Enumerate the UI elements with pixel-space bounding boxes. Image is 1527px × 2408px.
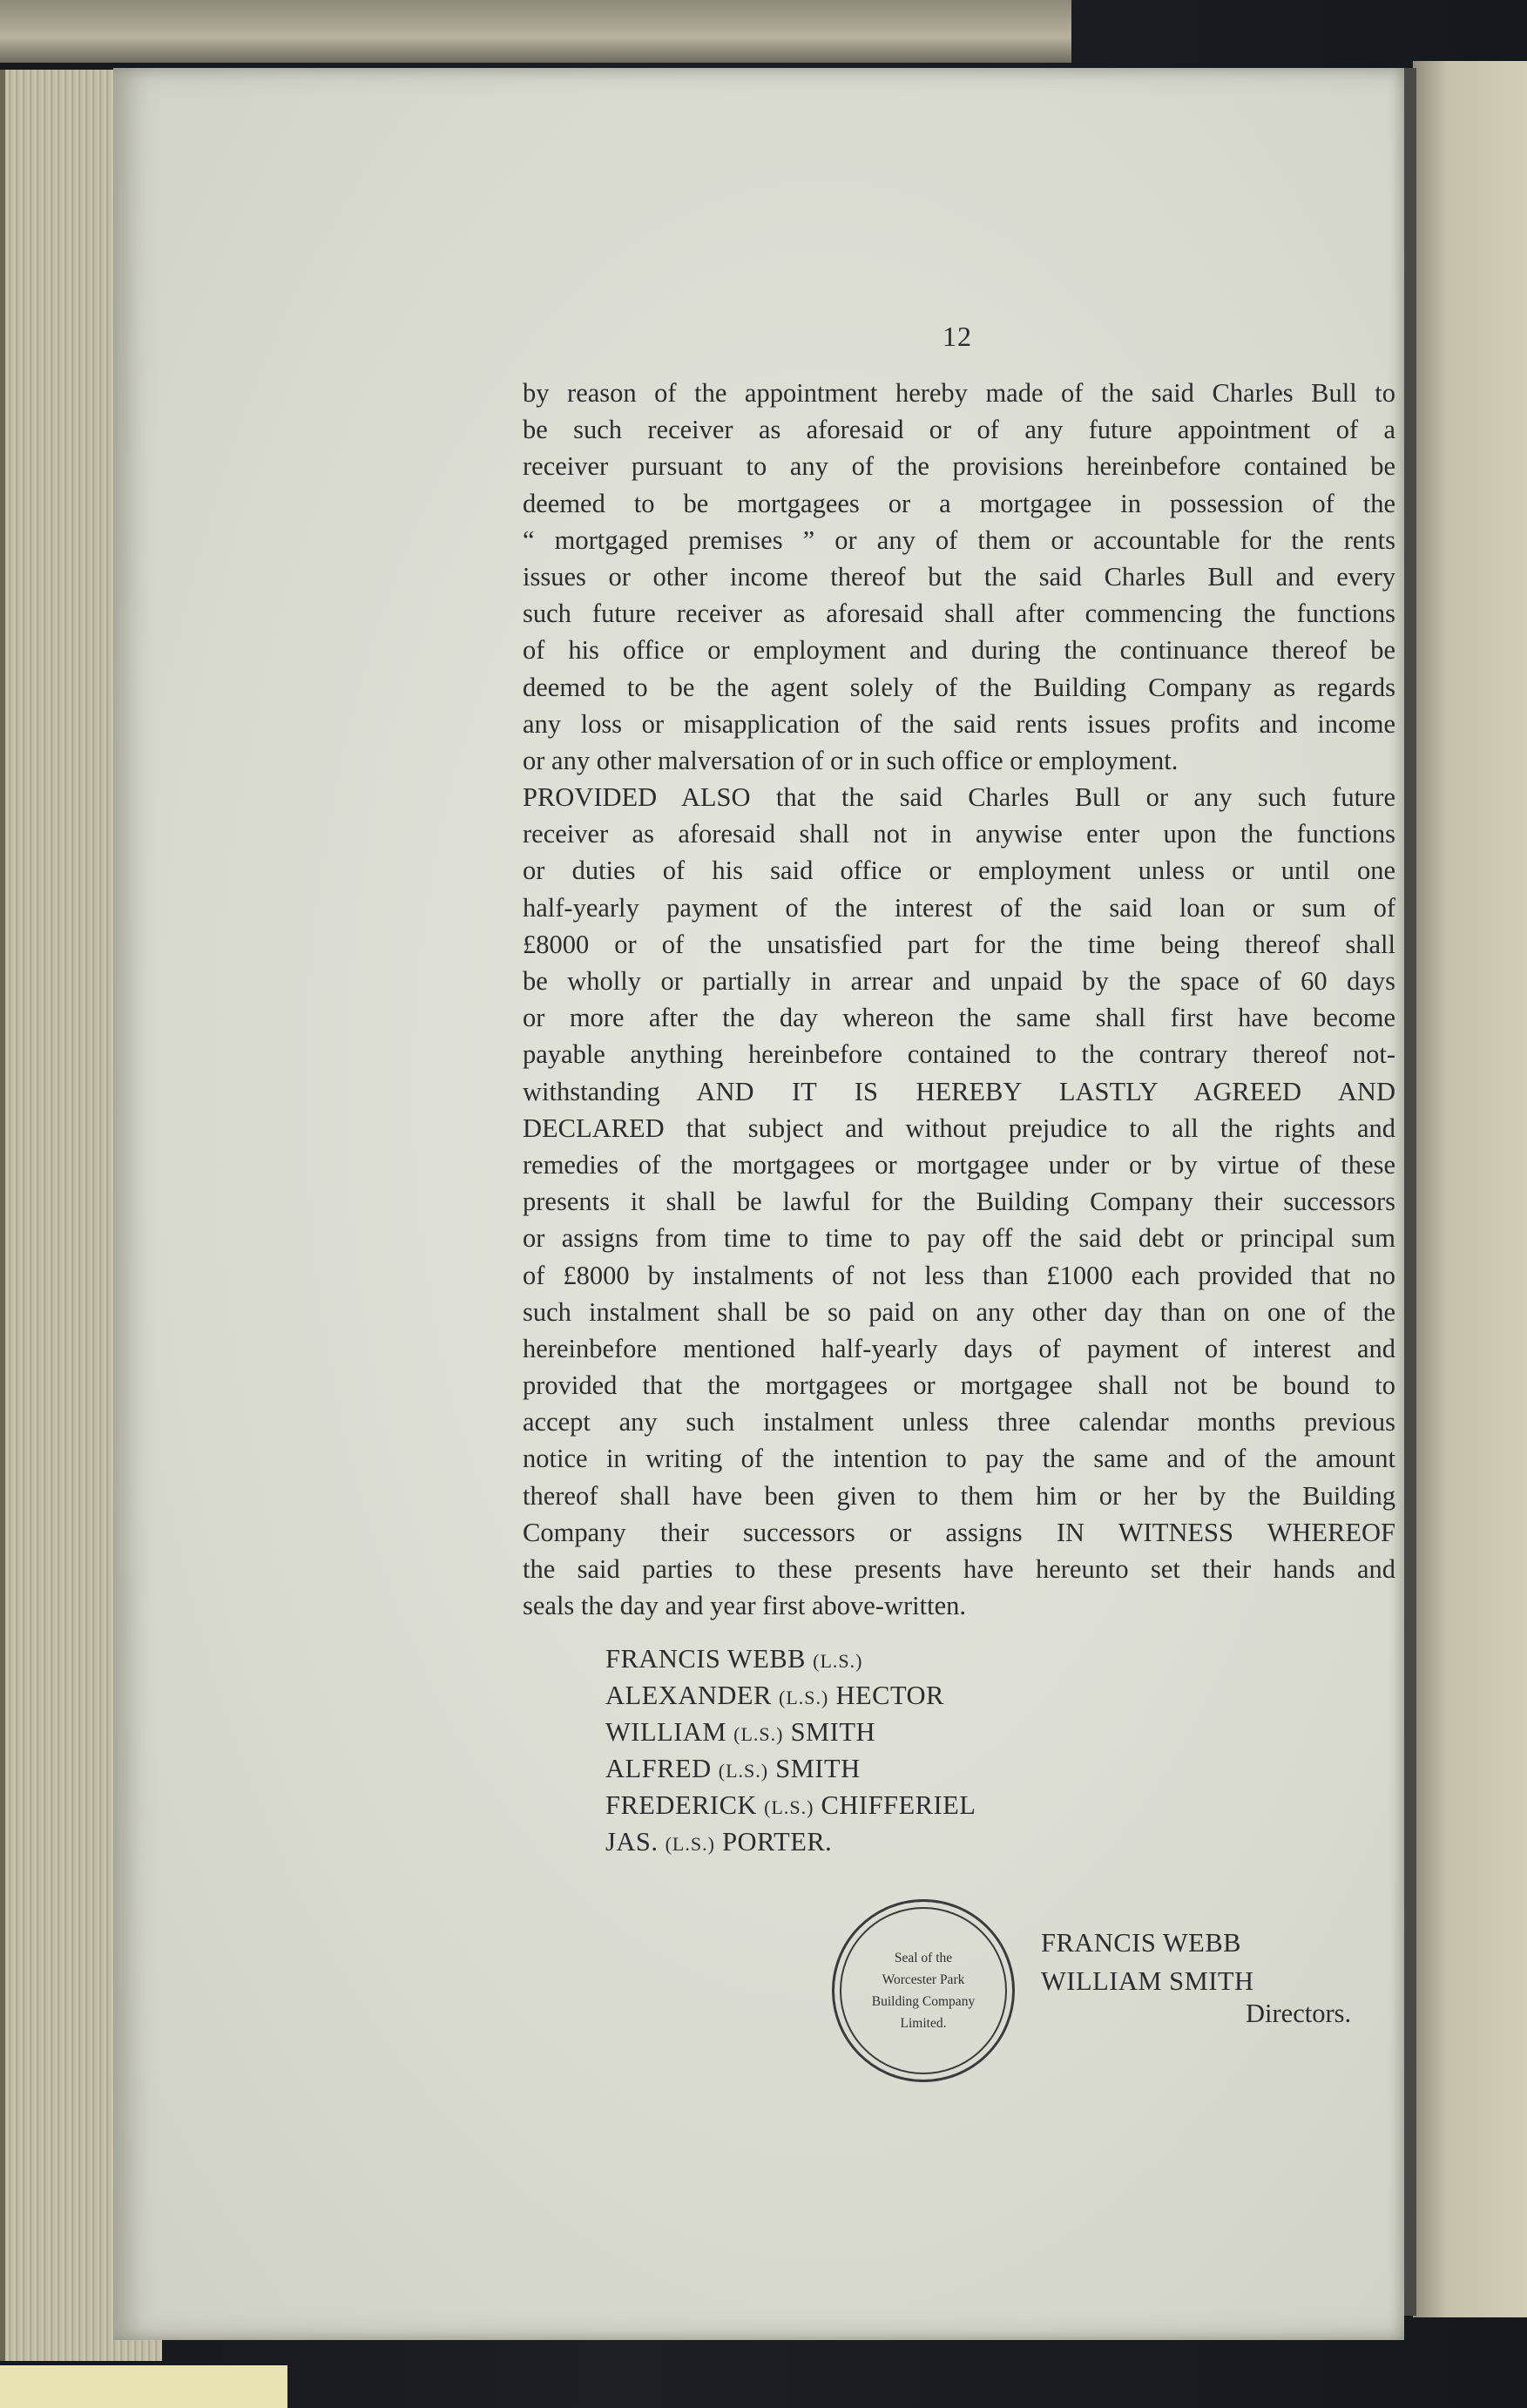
text-line: such instalment shall be so paid on any other day than on one of the [523,1296,1395,1327]
text-line: any loss or misapplication of the said rents issues profits and income [523,708,1395,739]
page-gutter [1404,68,1416,2316]
signatory-last-name: HECTOR [835,1681,944,1710]
director-name: WILLIAM SMITH [1041,1966,1254,1996]
signatory-last-name: SMITH [775,1754,861,1783]
text-line: of his office or employment and during the continuance thereof be [523,635,1395,666]
director-name: FRANCIS WEBB [1041,1928,1241,1958]
text-line: accept any such instalment unless three calendar months previous [523,1407,1395,1437]
locus-sigilli: (L.S.) [779,1687,829,1708]
locus-sigilli: (L.S.) [764,1796,814,1818]
signatory [605,1640,976,1677]
locus-sigilli: (L.S.) [718,1760,769,1782]
signatory [605,1677,976,1714]
directors-label: Directors. [1246,1999,1352,2028]
locus-sigilli: (L.S.) [733,1723,784,1745]
signatory-first-name: ALFRED [605,1754,712,1783]
text-line: half-yearly payment of the interest of the said loan or sum of [523,892,1395,923]
text-line: be wholly or partially in arrear and unpaid by the space of 60 days [523,966,1395,996]
text-line: deemed to be the agent solely of the Building Company as regards [523,672,1395,702]
text-line: hereinbefore mentioned half-yearly days of payment of interest and [523,1333,1395,1363]
text-line: the said parties to these presents have hereunto set their hands and [523,1554,1395,1584]
signatory [605,1714,976,1750]
text-line: withstanding AND IT IS HEREBY LASTLY AGREED AND [523,1076,1395,1106]
text-line: by reason of the appointment hereby made of the said Charles Bull to [523,378,1395,408]
text-line: Company their successors or assigns IN WITNESS WHEREOF [523,1517,1395,1547]
signatory-last-name: CHIFFERIEL [821,1790,976,1820]
text-line: or more after the day whereon the same shall first have become [523,1003,1395,1033]
text-line: receiver pursuant to any of the provisions hereinbefore contained be [523,451,1395,482]
seal-text: Seal of the Worcester Park Building Company Limited. [871,1951,976,2031]
signatory [605,1750,976,1787]
book-top-edge [0,0,1071,63]
text-line: seals the day and year first above-written. [523,1591,966,1621]
signatory-last-name: WEBB [726,1644,807,1674]
text-line: deemed to be mortgagees or a mortgagee in possession of the [523,488,1395,518]
text-line: presents it shall be lawful for the Building Company their successors [523,1187,1395,1217]
facing-page-edge [1413,61,1527,2317]
text-line: provided that the mortgagees or mortgagee shall not be bound to [523,1370,1395,1401]
directors-list [1041,1924,1254,2000]
text-line: or assigns from time to time to pay off the said debt or principal sum [523,1223,1395,1254]
text-line: PROVIDED ALSO that the said Charles Bull or any such future [523,782,1395,813]
signatory [605,1823,976,1860]
company-seal [832,1899,1015,2082]
signatory-first-name: ALEXANDER [605,1681,772,1710]
signatories-list [605,1640,976,1860]
text-line: £8000 or of the unsatisfied part for the time being thereof shall [523,929,1395,959]
text-line: thereof shall have been given to them him or her by the Building [523,1480,1395,1511]
text-line: or any other malversation of or in such office or employment. [523,745,1179,775]
company-seal-inner-ring [840,1907,1007,2074]
text-line: payable anything hereinbefore contained to the contrary thereof not- [523,1039,1395,1070]
text-line: receiver as aforesaid shall not in anywise enter upon the functions [523,819,1395,849]
text-line: of £8000 by instalments of not less than £1000 each provided that no [523,1260,1395,1290]
locus-sigilli: (L.S.) [813,1650,863,1672]
text-line: “ mortgaged premises ” or any of them or accountable for the rents [523,524,1395,555]
page-number: 12 [943,321,972,352]
signatory-first-name: FREDERICK [605,1790,757,1820]
signatory-last-name: PORTER. [722,1827,833,1857]
text-line: issues or other income thereof but the said Charles Bull and every [523,561,1395,592]
signatory-first-name: WILLIAM [605,1717,727,1747]
text-line: DECLARED that subject and without prejudice to all the rights and [523,1113,1395,1143]
body-text [523,375,1395,1624]
signatory-last-name: SMITH [790,1717,875,1747]
text-line: such future receiver as aforesaid shall after commencing the functions [523,599,1395,629]
signatory-first-name: JAS. [605,1827,659,1857]
text-line: remedies of the mortgagees or mortgagee under or by virtue of these [523,1149,1395,1180]
signatory-first-name: FRANCIS [605,1644,721,1674]
text-line: be such receiver as aforesaid or of any future appointment of a [523,415,1395,445]
signatory [605,1787,976,1823]
text-line: or duties of his said office or employment unless or until one [523,856,1395,886]
bottom-label-strip [0,2365,287,2408]
text-line: notice in writing of the intention to pay the same and of the amount [523,1444,1395,1474]
locus-sigilli: (L.S.) [665,1833,715,1855]
